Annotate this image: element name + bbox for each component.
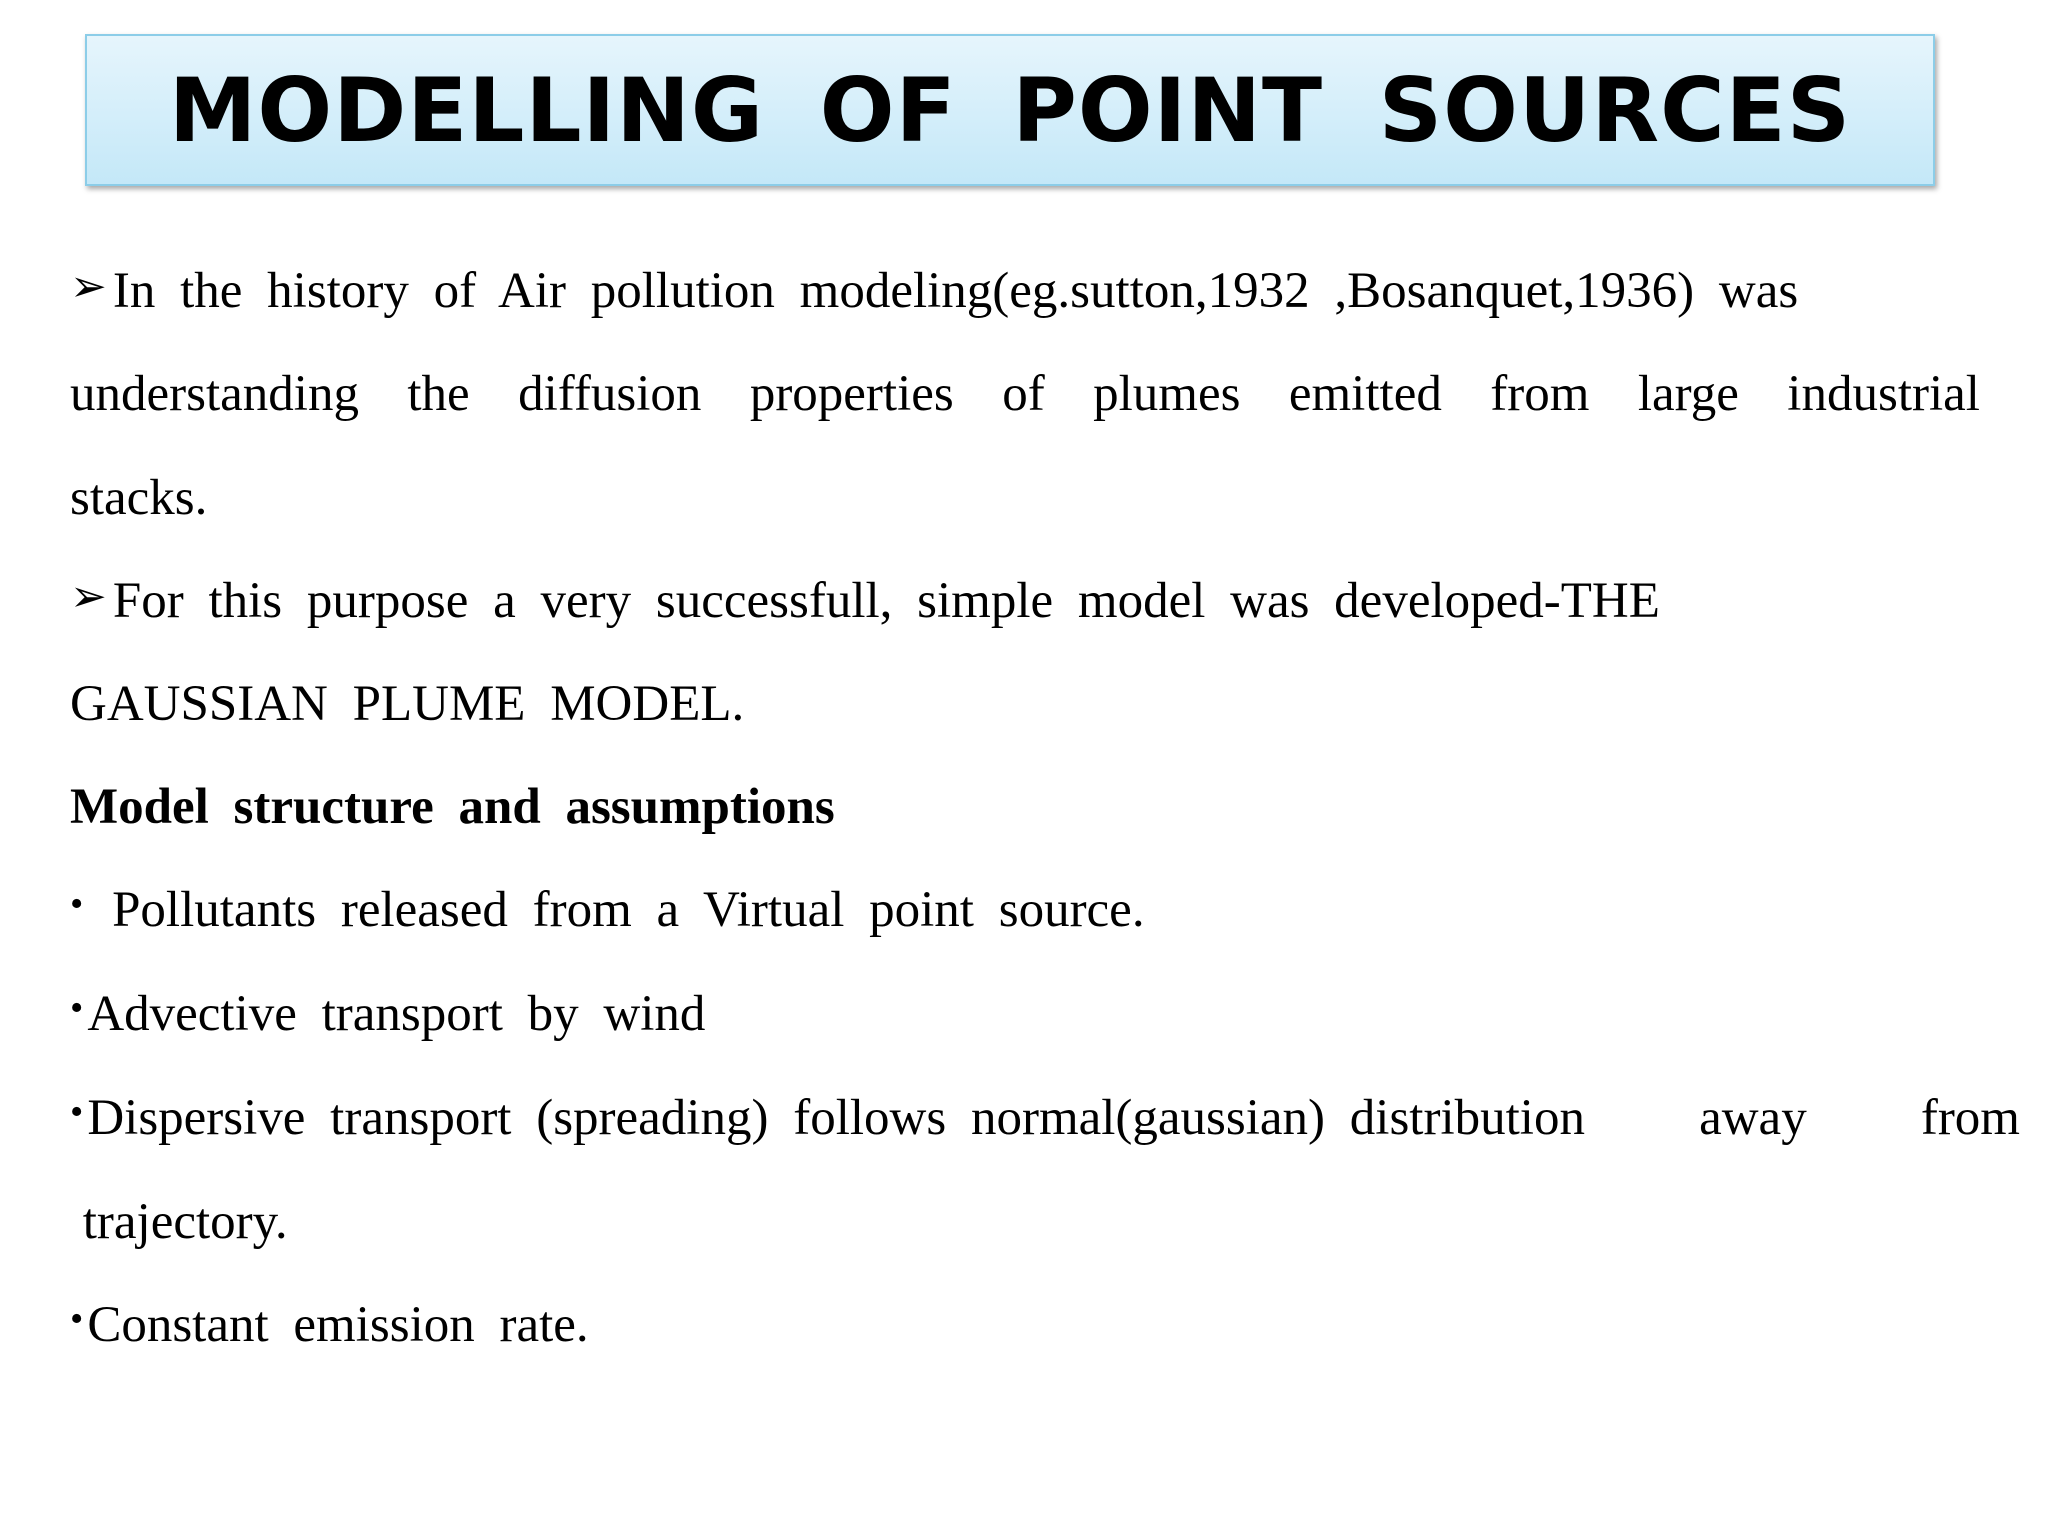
word: away [1699, 1090, 1807, 1146]
assumption-text: Advective transport by wind [87, 986, 706, 1042]
assumption-text: Dispersive transport (spreading) follows normal(gaussian) distribution [87, 1090, 1585, 1146]
word: from [1490, 366, 1590, 422]
bullet2-text-line1: For this purpose a very successfull, simple model was developed-THE [112, 573, 1660, 629]
dot-bullet-icon: • [70, 987, 84, 1029]
bullet2-line1 [70, 571, 1660, 629]
bullet1-line2 [70, 366, 1980, 422]
bullet2-line2: GAUSSIAN PLUME MODEL. [70, 676, 745, 732]
dot-bullet-icon: • [70, 1091, 84, 1133]
bullet1-line1 [70, 261, 1799, 319]
assumption-item-3-first [70, 1090, 1585, 1146]
word: from [1920, 1090, 2020, 1146]
word: industrial [1787, 366, 1980, 422]
word: of [1002, 366, 1045, 422]
assumption-text: Pollutants released from a Virtual point source. [87, 882, 1145, 938]
word: diffusion [518, 366, 702, 422]
dot-bullet-icon: • [70, 1298, 84, 1340]
slide-title: MODELLING OF POINT SOURCES [168, 58, 1852, 162]
title-banner [85, 34, 1935, 186]
word: emitted [1288, 366, 1442, 422]
bullet1-line3: stacks. [70, 470, 208, 526]
assumption-item-1 [70, 882, 1145, 938]
word: the [407, 366, 470, 422]
assumption-item-4 [70, 1297, 589, 1353]
word: large [1637, 366, 1739, 422]
word: properties [749, 366, 954, 422]
section-heading: Model structure and assumptions [70, 779, 835, 835]
word: understanding [70, 366, 359, 422]
dot-bullet-icon: • [70, 883, 84, 925]
assumption-text: Constant emission rate. [87, 1297, 589, 1353]
arrow-bullet-icon: ➢ [70, 571, 107, 622]
word: plumes [1093, 366, 1241, 422]
assumption-item-2 [70, 986, 706, 1042]
bullet1-text-line1: In the history of Air pollution modeling(eg.sutton,1932 ,Bosanquet,1936) was [112, 263, 1799, 319]
arrow-bullet-icon: ➢ [70, 261, 107, 312]
assumption-item-3-line2: trajectory. [70, 1194, 288, 1250]
assumption-item-3-line1 [70, 1090, 2020, 1146]
